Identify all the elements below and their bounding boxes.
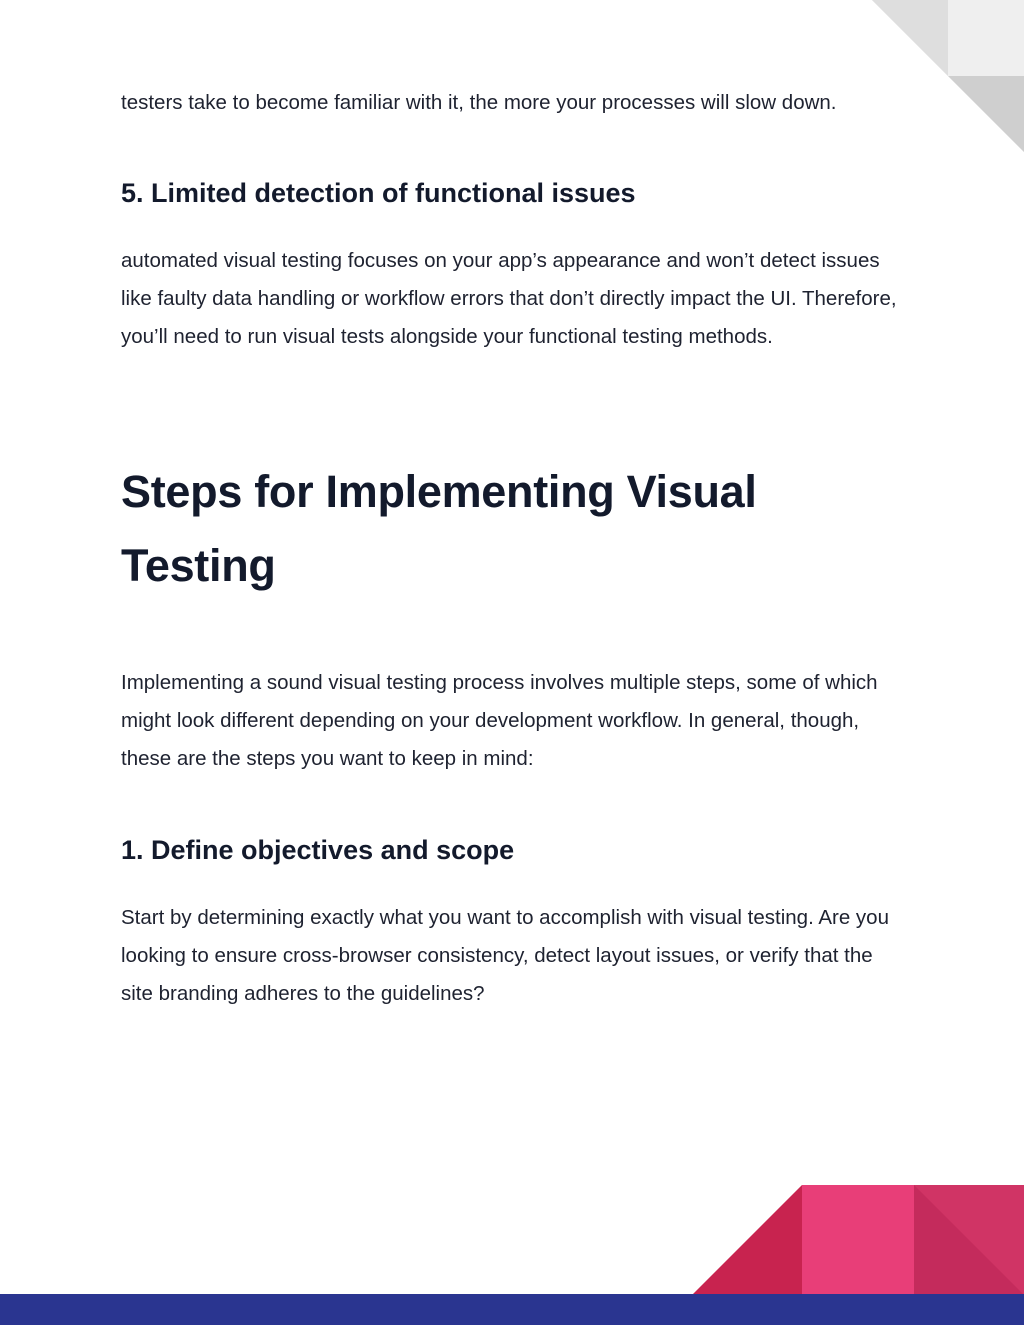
main-content [121,84,911,1013]
intro-tail-paragraph: testers take to become familiar with it, the more your processes will slow down. [121,91,837,114]
section5-heading: 5. Limited detection of functional issues [121,178,636,208]
step1-heading: 1. Define objectives and scope [121,835,515,865]
step1-body: Start by determining exactly what you want to accomplish with visual testing. Are you looking to ensure cross-browser consistency, detect layout issues, or verify that the site branding adheres to the guidelines? [121,906,889,1005]
steps-title: Steps for Implementing Visual Testing [121,466,757,591]
steps-intro: Implementing a sound visual testing process involves multiple steps, some of which might look different depending on your development workflow. In general, though, these are the steps you want to keep in mind: [121,671,878,770]
section5-body: automated visual testing focuses on your app’s appearance and won’t detect issues like faulty data handling or workflow errors that don’t directly impact the UI. Therefore, you’ll need to run visual tests alongside your functional testing methods. [121,249,897,348]
footer-bar [0,1294,1024,1325]
bottom-corner-decoration [692,1185,1024,1295]
